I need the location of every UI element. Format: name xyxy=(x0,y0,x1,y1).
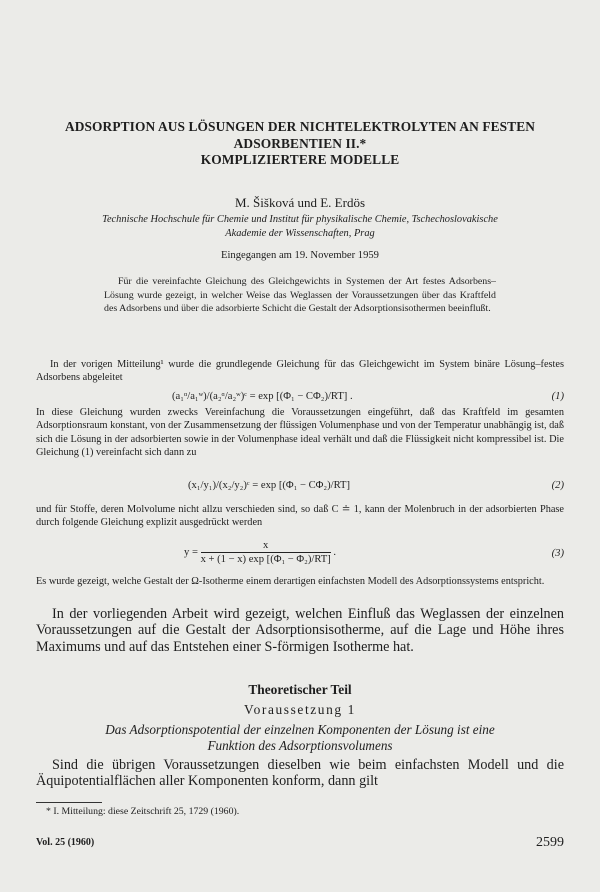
equation-2 xyxy=(36,480,564,496)
equation-1-expression: (a₁ᵅ/a₁ʷ)/(a₂ᵅ/a₂ʷ)ᶜ = exp [(Φ₁ − CΦ₂)/RT] . xyxy=(172,391,353,402)
equation-3-denominator: x + (1 − x) exp [(Φ₁ − Φ₂)/RT] xyxy=(200,554,331,565)
paragraph-5 xyxy=(36,606,564,655)
equation-2-expression: (x₁/y₁)/(x₂/y₂)ᶜ = exp [(Φ₁ − CΦ₂)/RT] xyxy=(188,480,350,491)
paragraph-2 xyxy=(36,406,564,460)
equation-3-numerator: x xyxy=(201,540,331,553)
footnote-divider xyxy=(36,802,102,803)
italic-heading xyxy=(36,722,564,753)
paragraph-4-text: Es wurde gezeigt, welche Gestalt der Ω-Isotherme einem derartigen einfachsten Modell des Adsorptionssystems entspricht. xyxy=(36,576,545,587)
authors: M. Šišková und E. Erdös xyxy=(235,195,365,210)
paragraph-1-text: In der vorigen Mitteilung¹ wurde die grundlegende Gleichung für das Gleichgewicht im System binäre Lösung–festes Adsorbens abgeleitet xyxy=(36,359,564,384)
equation-3-lhs: y = xyxy=(184,546,198,558)
title-line-2: ADSORBENTIEN II.* xyxy=(233,135,367,151)
equation-3-number: (3) xyxy=(551,548,564,559)
paragraph-6 xyxy=(36,757,564,790)
volume-label: Vol. 25 (1960) xyxy=(36,837,95,848)
footnote: * I. Mitteilung: diese Zeitschrift 25, 1729 (1960). xyxy=(46,806,240,817)
title-line-1: ADSORPTION AUS LÖSUNGEN DER NICHTELEKTROLYTEN AN FESTEN xyxy=(64,119,536,134)
equation-1-number: (1) xyxy=(551,391,564,402)
abstract xyxy=(104,275,496,316)
paragraph-3-text: und für Stoffe, deren Molvolume nicht allzu verschieden sind, so daß C ≐ 1, kann der Molenbruch in der adsorbierten Phase durch folgende Gleichung explizit ausgedrückt werden xyxy=(36,504,564,529)
italic-heading-line-1: Das Adsorptionspotential der einzelnen Komponenten der Lösung ist eine xyxy=(105,722,495,737)
equation-3-body xyxy=(184,540,336,565)
received-date: Eingegangen am 19. November 1959 xyxy=(221,250,379,261)
equation-1 xyxy=(36,391,564,407)
section-heading: Theoretischer Teil xyxy=(248,682,352,697)
abstract-text: Für die vereinfachte Gleichung des Gleichgewichts in Systemen der Art festes Adsorbens–Lösung wurde gezeigt, in welcher Weise das Weglassen der Voraussetzungen über das Kraftfeld des Adsorbens und über die adsorbierte Schicht die Gestalt der Adsorptionsisothermen beeinflußt. xyxy=(104,276,496,315)
title-line-3: KOMPLIZIERTERE MODELLE xyxy=(200,152,400,167)
affiliation-line-2: Akademie der Wissenschaften, Prag xyxy=(225,227,375,239)
paragraph-2-text: In diese Gleichung wurden zwecks Vereinfachung die Voraussetzungen eingeführt, daß das Kraftfeld im gesamten Adsorptionsraum konstant, von der Zusammensetzung der flüssigen Volumenphase und von der Temperatur unabhängig ist, daß sich die Lösung in der adsorbierten sowie in der Volumenphase ideal verhält und daß die Flüssigkeit nicht kompressibel ist. Die Gleichung (1) vereinfacht sich dann zu xyxy=(36,407,564,459)
equation-3 xyxy=(36,536,564,572)
paragraph-3 xyxy=(36,503,564,530)
paragraph-5-text: In der vorliegenden Arbeit wird gezeigt, welchen Einfluß das Weglassen der einzelnen Voraussetzungen auf die Gestalt der Adsorptionsisotherme, auf die Lage und Höhe ihres Maximums und auf das Entstehen einer S-förmigen Isotherme hat. xyxy=(36,606,564,655)
equation-3-end: . xyxy=(333,546,337,558)
subsection-heading: Voraussetzung 1 xyxy=(244,702,356,717)
equation-3-fraction xyxy=(201,540,331,565)
affiliation-line-1: Technische Hochschule für Chemie und Institut für physikalische Chemie, Tschechoslovakische xyxy=(102,214,498,225)
paragraph-6-text: Sind die übrigen Voraussetzungen dieselben wie beim einfachsten Modell und die Äquipotentialflächen aller Komponenten konform, dann gilt xyxy=(36,757,564,790)
article-title xyxy=(30,119,570,169)
affiliation xyxy=(28,213,572,240)
paragraph-1 xyxy=(36,358,564,385)
italic-heading-line-2: Funktion des Adsorptionsvolumens xyxy=(207,737,393,753)
paragraph-4 xyxy=(36,575,564,588)
page-number: 2599 xyxy=(536,835,564,850)
equation-2-number: (2) xyxy=(551,480,564,491)
